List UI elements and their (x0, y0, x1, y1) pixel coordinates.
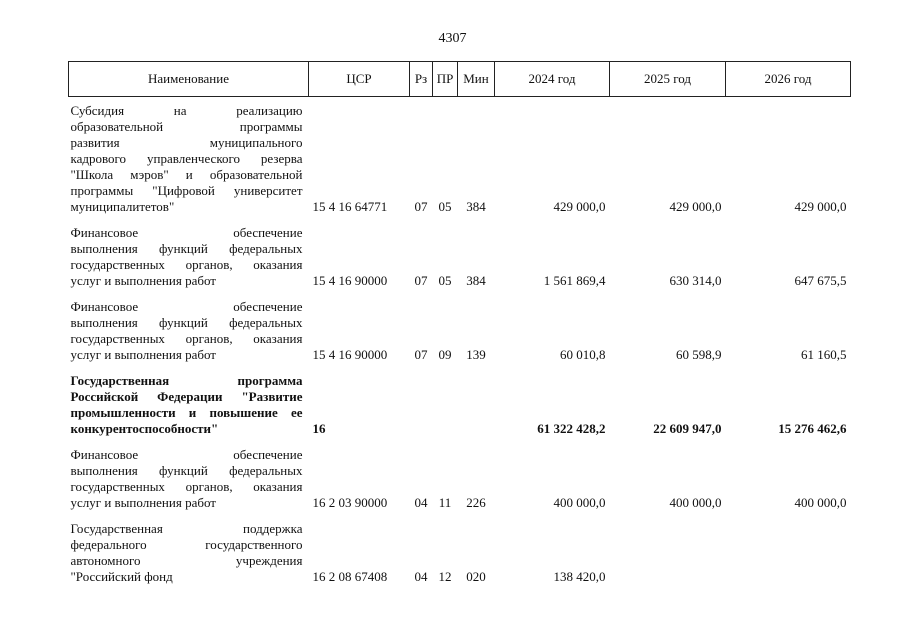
row-name (69, 293, 309, 367)
page-number: 4307 (438, 31, 467, 46)
table-row (69, 293, 851, 367)
row-name-line: Финансовое обеспечение (70, 225, 303, 240)
row-2024: 429 000,0 (553, 199, 606, 214)
header-min: Мин (458, 62, 495, 97)
row-name-line: Финансовое обеспечение (70, 447, 303, 462)
row-2026 (726, 515, 851, 589)
header-2026: 2026 год (726, 62, 851, 97)
row-min: 384 (466, 273, 486, 288)
row-name-line: Государственная поддержка (70, 521, 303, 536)
table-row (69, 515, 851, 589)
row-name-line: выполнения функций федеральных (70, 463, 303, 478)
row-2026: 400 000,0 (794, 495, 847, 510)
row-name-line: государственных органов, оказания (70, 257, 303, 272)
row-pr (433, 367, 458, 441)
row-name-line: Российской Федерации "Развитие (70, 389, 303, 404)
table-body (69, 97, 851, 590)
row-name-line: государственных органов, оказания (70, 479, 303, 494)
row-csr: 16 2 08 67408 (312, 569, 388, 584)
table-row (69, 219, 851, 293)
row-csr: 15 4 16 90000 (312, 347, 388, 362)
row-2026: 647 675,5 (794, 273, 847, 288)
row-name-line: Государственная программа (70, 373, 303, 388)
row-min: 139 (466, 347, 486, 362)
header-name: Наименование (69, 62, 309, 97)
row-rz: 07 (414, 347, 428, 362)
row-2024: 60 010,8 (560, 347, 606, 362)
row-2024: 400 000,0 (553, 495, 606, 510)
row-name-line: "Российский фонд (70, 569, 173, 584)
row-rz: 07 (414, 199, 428, 214)
row-name (69, 515, 309, 589)
table-row (69, 441, 851, 515)
row-name-line: Субсидия на реализацию (70, 103, 303, 118)
row-name-line: программы "Цифровой университет (70, 183, 303, 198)
row-min: 020 (466, 569, 486, 584)
row-name-line: государственных органов, оказания (70, 331, 303, 346)
row-pr: 05 (438, 273, 452, 288)
row-rz: 07 (414, 273, 428, 288)
row-min: 384 (466, 199, 486, 214)
row-2025: 22 609 947,0 (653, 421, 722, 436)
row-2025: 630 314,0 (669, 273, 722, 288)
row-pr: 12 (438, 569, 452, 584)
row-pr: 11 (438, 495, 452, 510)
row-2025: 60 598,9 (676, 347, 722, 362)
row-name-line: муниципалитетов" (70, 199, 175, 214)
header-csr: ЦСР (309, 62, 410, 97)
row-name-line: образовательной программы (70, 119, 303, 134)
row-2024: 1 561 869,4 (543, 273, 606, 288)
table-row (69, 97, 851, 220)
budget-table (68, 61, 851, 589)
row-2024: 138 420,0 (553, 569, 606, 584)
header-row (69, 62, 851, 97)
row-name-line: промышленности и повышение ее (70, 405, 303, 420)
row-2025: 429 000,0 (669, 199, 722, 214)
row-2026: 429 000,0 (794, 199, 847, 214)
row-rz: 04 (414, 495, 428, 510)
row-2025 (610, 515, 726, 589)
row-name-line: услуг и выполнения работ (70, 273, 216, 288)
header-pr: ПР (433, 62, 458, 97)
row-name-line: кадрового управленческого резерва (70, 151, 303, 166)
row-csr: 15 4 16 64771 (312, 199, 388, 214)
row-name (69, 219, 309, 293)
row-2026: 15 276 462,6 (778, 421, 847, 436)
row-name-line: автономного учреждения (70, 553, 303, 568)
row-csr: 16 (312, 421, 326, 436)
row-name-line: выполнения функций федеральных (70, 315, 303, 330)
header-2025: 2025 год (610, 62, 726, 97)
row-name-line: услуг и выполнения работ (70, 495, 216, 510)
row-min (458, 367, 495, 441)
row-name-line: конкурентоспособности" (70, 421, 219, 436)
row-name (69, 367, 309, 441)
row-2024: 61 322 428,2 (537, 421, 606, 436)
header-rz: Рз (410, 62, 433, 97)
row-pr: 09 (438, 347, 452, 362)
table-row (69, 367, 851, 441)
row-2025: 400 000,0 (669, 495, 722, 510)
row-name-line: выполнения функций федеральных (70, 241, 303, 256)
row-name-line: развития муниципального (70, 135, 303, 150)
row-name-line: услуг и выполнения работ (70, 347, 216, 362)
row-csr: 15 4 16 90000 (312, 273, 388, 288)
row-name-line: федерального государственного (70, 537, 303, 552)
row-2026: 61 160,5 (801, 347, 847, 362)
row-rz: 04 (414, 569, 428, 584)
row-rz (410, 367, 433, 441)
row-name-line: "Школа мэров" и образовательной (70, 167, 303, 182)
row-name-line: Финансовое обеспечение (70, 299, 303, 314)
row-min: 226 (466, 495, 486, 510)
header-2024: 2024 год (495, 62, 610, 97)
row-name (69, 97, 309, 220)
row-name (69, 441, 309, 515)
row-csr: 16 2 03 90000 (312, 495, 388, 510)
row-pr: 05 (438, 199, 452, 214)
